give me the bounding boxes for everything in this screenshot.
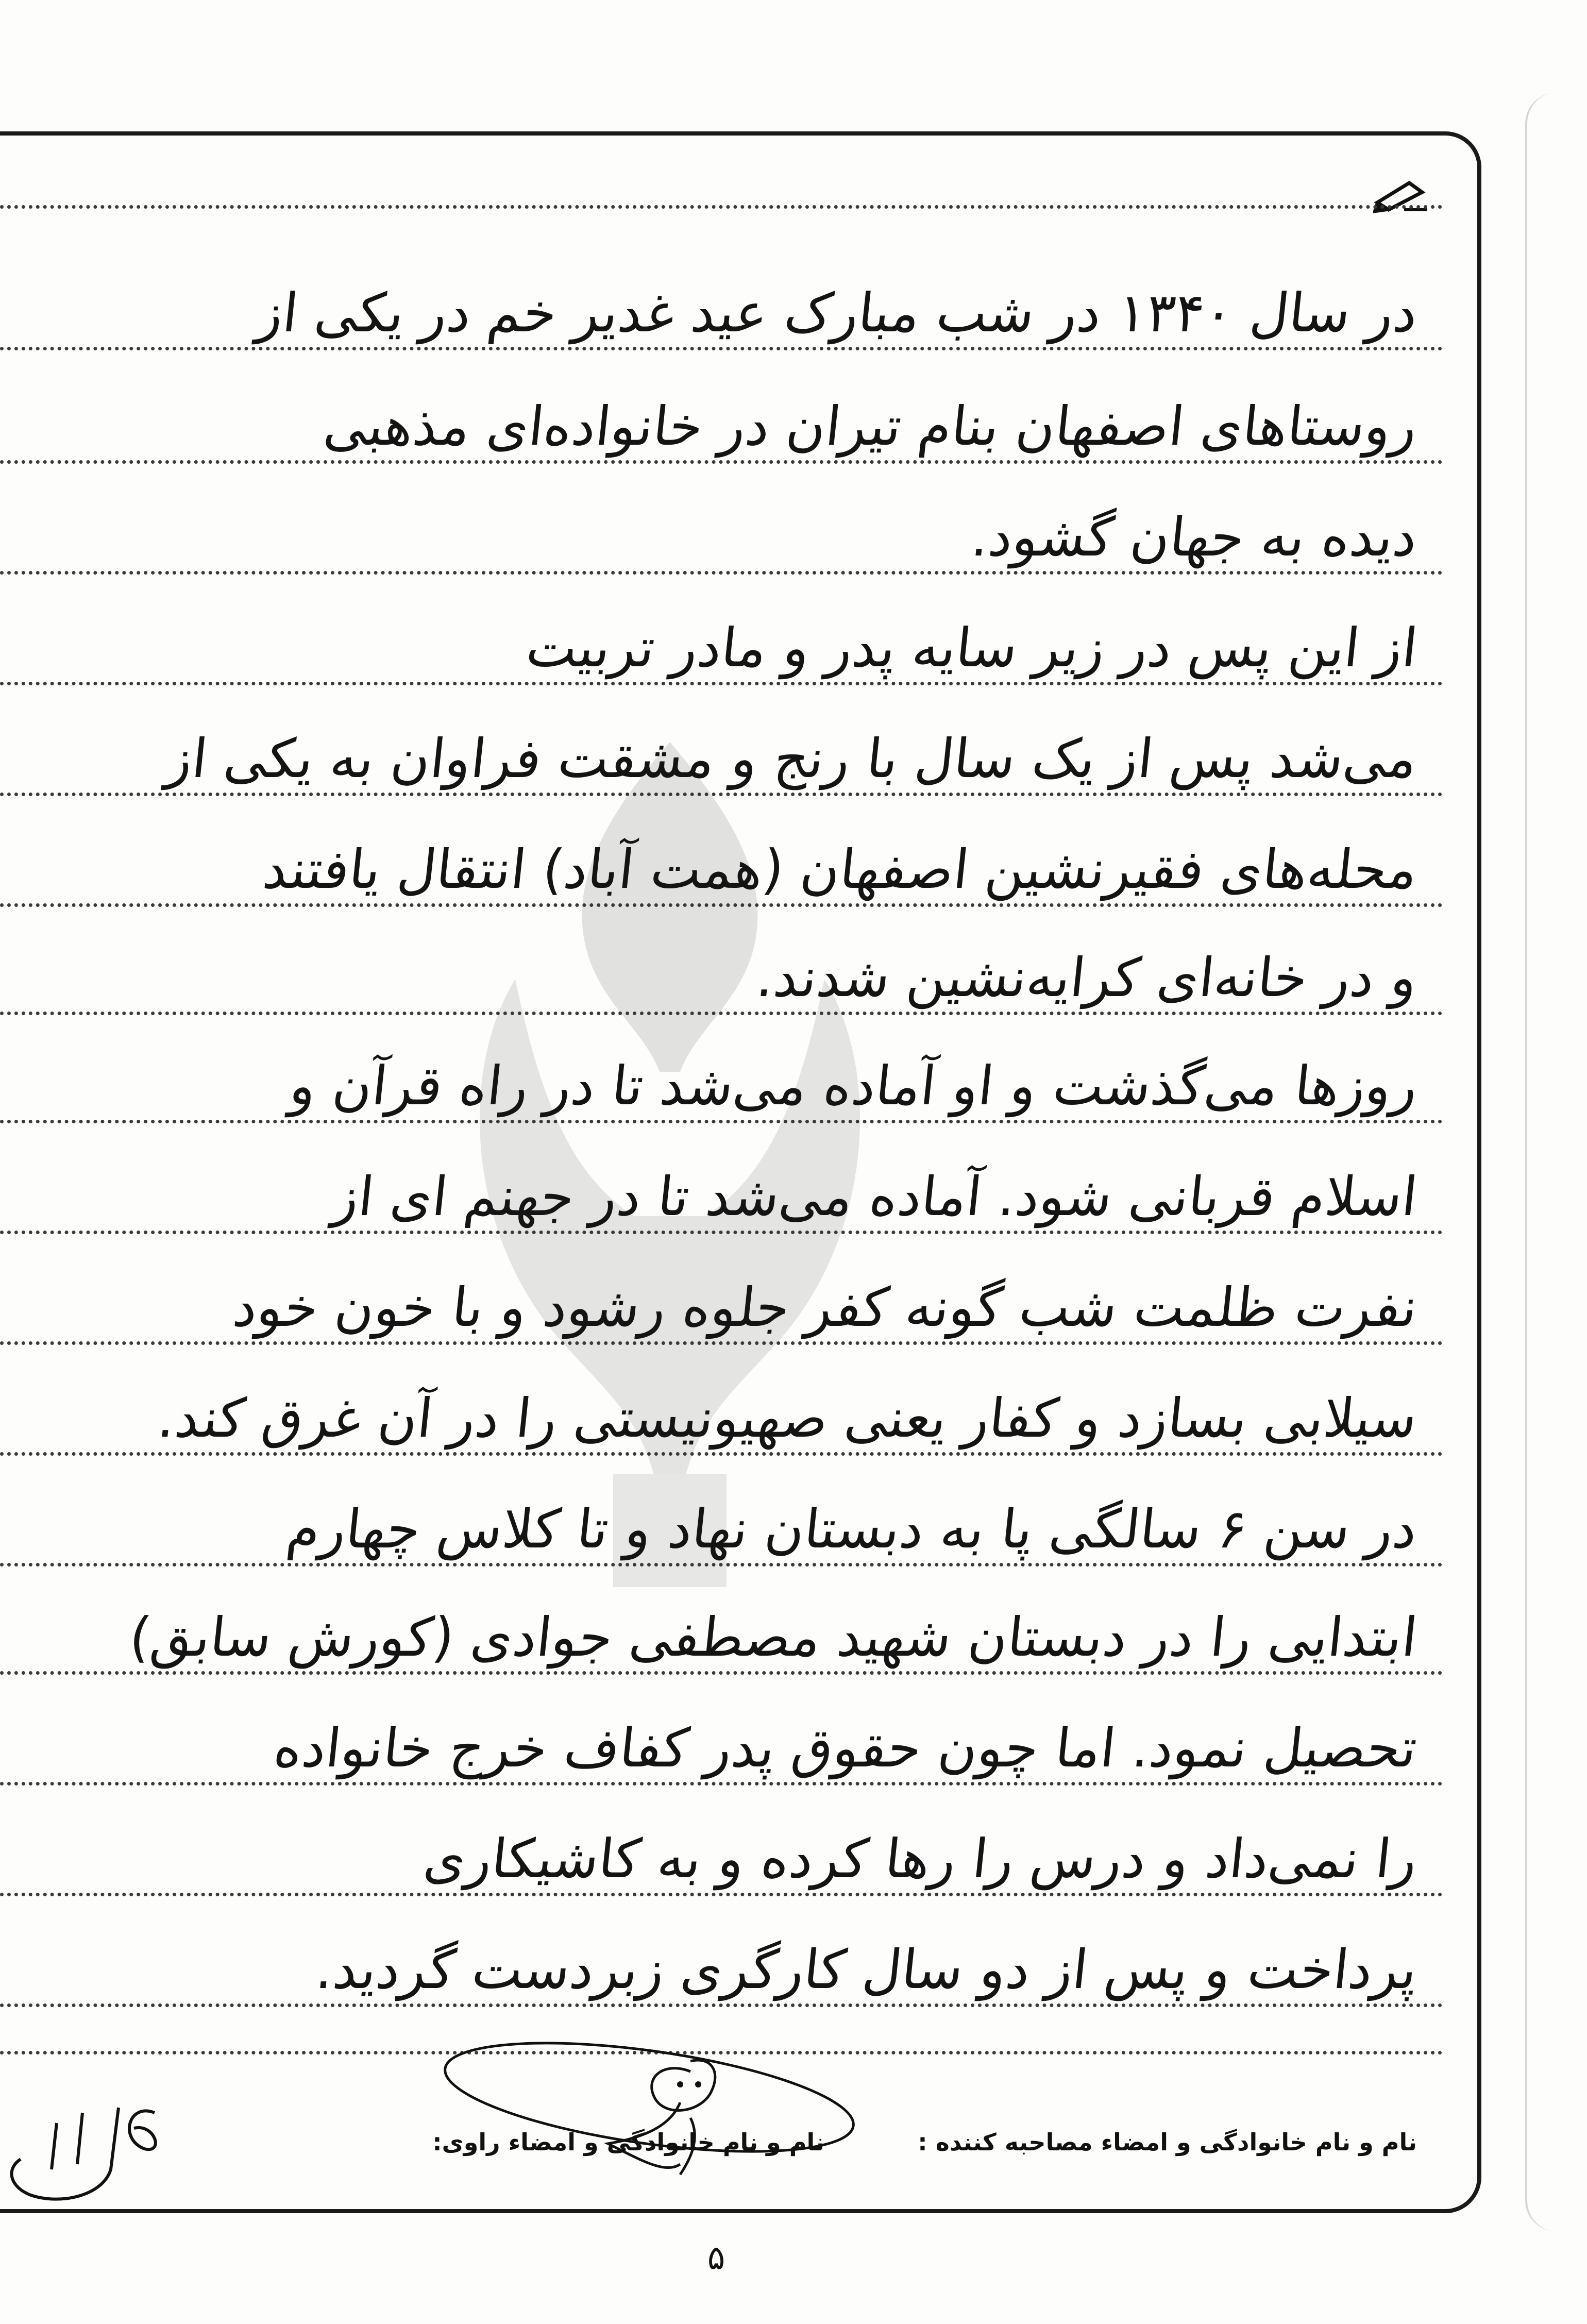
text-line bbox=[0, 1046, 1443, 1123]
handwritten-text: دیده به جهان گشود. bbox=[968, 506, 1421, 568]
text-line bbox=[0, 1597, 1443, 1675]
text-line bbox=[0, 719, 1443, 796]
text-line bbox=[0, 273, 1443, 350]
text-line bbox=[0, 608, 1443, 685]
text-line bbox=[0, 1819, 1443, 1896]
handwritten-text: و در خانه‌ای کرایه‌نشین شدند. bbox=[753, 946, 1421, 1009]
interviewer-signature bbox=[423, 2041, 886, 2195]
text-line bbox=[0, 830, 1443, 907]
handwritten-text: را نمی‌داد و درس را رها کرده و به کاشیکاری bbox=[420, 1827, 1421, 1890]
narrator-signature-label: نام و نام خانوادگی و امضاء راوی: bbox=[432, 2128, 824, 2156]
handwritten-text: در سال ۱۳۴۰ در شب مبارک عید غدیر خم در یکی از bbox=[254, 281, 1421, 344]
handwritten-text: از این پس در زیر سایه پدر و مادر تربیت bbox=[523, 616, 1421, 679]
handwritten-text: روستاهای اصفهان بنام تیران در خانواده‌ای مذهبی bbox=[321, 395, 1421, 458]
handwritten-text: تحصیل نمود. اما چون حقوق پدر کفاف خرج خانواده bbox=[271, 1716, 1421, 1779]
text-line bbox=[0, 1378, 1443, 1456]
handwritten-text: اسلام قربانی شود. آماده می‌شد تا در جهنم ای از bbox=[329, 1165, 1421, 1228]
handwritten-text: ابتدایی را در دبستان شهید مصطفی جوادی (کورش سابق) bbox=[126, 1606, 1421, 1669]
handwritten-text: پرداخت و پس از دو سال کارگری زبردست گردید. bbox=[313, 1938, 1421, 2001]
text-line bbox=[0, 938, 1443, 1015]
text-line bbox=[0, 1708, 1443, 1786]
handwritten-text: نفرت ظلمت شب گونه کفر جلوه رشود و با خون خود bbox=[230, 1276, 1421, 1339]
text-line bbox=[0, 1268, 1443, 1345]
handwritten-text: محله‌های فقیرنشین اصفهان (همت آباد) انتقال یافتند bbox=[260, 838, 1421, 901]
text-line bbox=[0, 1930, 1443, 2007]
handwritten-text: سیلابی بسازد و کفار یعنی صهیونیستی را در آن غرق کند. bbox=[155, 1387, 1421, 1450]
blank-line bbox=[0, 131, 1443, 209]
text-line bbox=[0, 1157, 1443, 1234]
text-line bbox=[0, 497, 1443, 575]
handwritten-text: روزها می‌گذشت و او آماده می‌شد تا در راه قرآن و bbox=[286, 1054, 1421, 1117]
handwritten-text: می‌شد پس از یک سال با رنج و مشقت فراوان به یکی از bbox=[163, 727, 1421, 790]
interviewer-signature-label: نام و نام خانوادگی و امضاء مصاحبه کننده : bbox=[918, 2128, 1417, 2156]
underlying-page-border bbox=[1525, 93, 1587, 2231]
text-line bbox=[0, 386, 1443, 464]
page-number: ۵ bbox=[707, 2239, 725, 2277]
text-line bbox=[0, 1489, 1443, 1567]
handwritten-text: در سن ۶ سالگی پا به دبستان نهاد و تا کلاس چهارم bbox=[283, 1497, 1421, 1560]
